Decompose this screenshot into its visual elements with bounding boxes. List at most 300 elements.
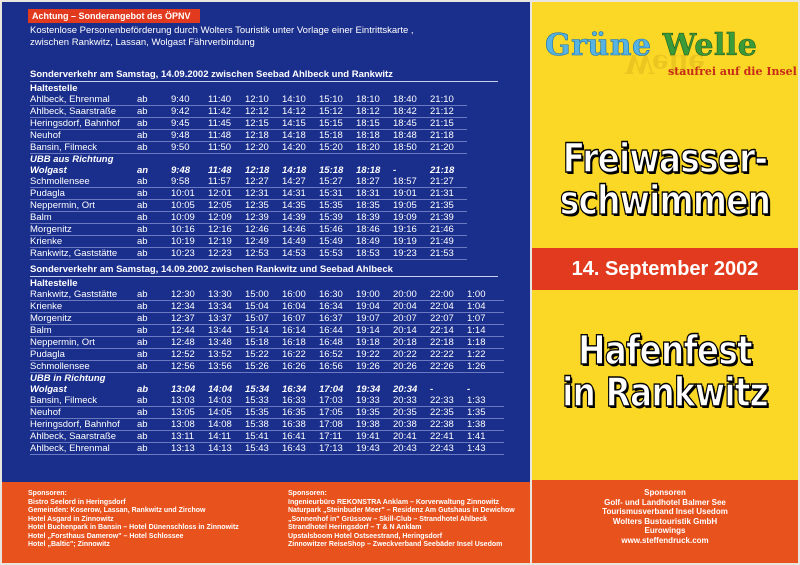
departure-time: 14:10 [282,94,319,106]
departure-time: 12:37 [171,313,208,325]
departure-time: 14:04 [208,384,233,396]
departure-time: 13:56 [208,361,245,373]
departure-time: 15:35 [319,200,356,212]
departure-time: 12:05 [208,200,245,212]
departure-time: 1:04 [467,301,504,313]
brand-tagline: staufrei auf die Insel [668,65,797,78]
subheading: UBB in Richtung [30,373,106,385]
direction: ab [137,289,171,301]
departure-time: 16:35 [282,407,319,419]
departure-time: 1:35 [467,407,504,419]
departure-time: 13:13 [171,443,208,455]
departure-time: 14:31 [282,188,319,200]
divider [30,276,498,277]
direction: ab [137,142,171,154]
departure-time: 16:34 [282,384,307,396]
departure-time: 14:18 [282,165,307,177]
departure-time: 12:49 [245,236,282,248]
table-row [30,407,504,419]
direction: ab [137,349,171,361]
departure-time: 15:26 [245,361,282,373]
departure-time: 19:09 [393,212,430,224]
notice-line: zwischen Rankwitz, Lassan, Wolgast Fährverbindung [30,37,255,48]
departure-time: 14:35 [282,200,319,212]
departure-time: 19:16 [393,224,430,236]
departure-time: 17:08 [319,419,356,431]
departure-time: 14:13 [208,443,245,455]
departure-time: 21:15 [430,118,467,130]
departure-time: 19:23 [393,248,430,260]
stop-name: Schmollensee [30,176,137,188]
departure-time: 16:43 [282,443,319,455]
stop-name: Neppermin, Ort [30,337,137,349]
departure-time: 19:35 [356,407,393,419]
direction: ab [137,212,171,224]
sponsor-list-1 [28,490,239,550]
departure-time: - [393,165,397,177]
departure-time: 12:46 [245,224,282,236]
departure-time: 21:53 [430,248,467,260]
departure-time: 13:48 [208,337,245,349]
table-row [30,200,467,212]
departure-time: 15:00 [245,289,282,301]
departure-time: 12:18 [245,130,282,142]
departure-time: 18:10 [356,94,393,106]
direction: ab [137,130,171,142]
departure-time: 19:41 [356,431,393,443]
departure-time: 10:01 [171,188,208,200]
departure-time: 14:15 [282,118,319,130]
departure-time: 22:18 [430,337,467,349]
departure-time: 21:27 [430,176,467,188]
departure-time: 12:52 [171,349,208,361]
table-row [30,142,467,154]
timetable2 [30,278,504,455]
departure-time: 11:42 [208,106,245,118]
timetable2-title: Sonderverkehr am Samstag, 14.09.2002 zwischen Rankwitz und Seebad Ahlbeck [30,264,393,275]
table-row [30,337,504,349]
departure-time: 20:38 [393,419,430,431]
notice-tag: Achtung – Sonderangebot des ÖPNV [28,9,200,23]
table-row [30,289,504,301]
departure-time: 20:35 [393,407,430,419]
departure-time: 19:22 [356,349,393,361]
departure-time: 15:15 [319,118,356,130]
departure-time: 17:04 [319,384,344,396]
departure-time: 15:10 [319,94,356,106]
departure-time: 15:39 [319,212,356,224]
stop-name: Bansin, Filmeck [30,142,137,154]
departure-time: 20:04 [393,301,430,313]
table-row [30,176,467,188]
departure-time: 18:49 [356,236,393,248]
departure-time: 21:49 [430,236,467,248]
logo-reflection: Welle [625,48,705,78]
departure-time: 15:46 [319,224,356,236]
departure-time: 18:50 [393,142,430,154]
stop-name: Krienke [30,236,137,248]
event1-line: Freiwasser- [562,136,768,182]
departure-time: 15:31 [319,188,356,200]
departure-time: 18:35 [356,200,393,212]
departure-time: 16:48 [319,337,356,349]
departure-time: 12:27 [245,176,282,188]
departure-time: 14:53 [282,248,319,260]
timetable1-title: Sonderverkehr am Samstag, 14.09.2002 zwischen Seebad Ahlbeck und Rankwitz [30,69,393,80]
departure-time: 22:07 [430,313,467,325]
departure-time: 10:05 [171,200,208,212]
direction: ab [137,106,171,118]
event-date: 14. September 2002 [532,248,798,290]
direction: ab [137,176,171,188]
departure-time: 13:34 [208,301,245,313]
departure-time: 12:31 [245,188,282,200]
departure-time: 22:33 [430,395,467,407]
departure-time: 19:07 [356,313,393,325]
departure-time: 11:45 [208,118,245,130]
departure-time: 15:12 [319,106,356,118]
departure-time: 18:31 [356,188,393,200]
departure-time: 9:48 [171,130,208,142]
subheading-row [30,154,467,166]
departure-time: 12:20 [245,142,282,154]
table-row [30,212,467,224]
sponsor-list-2 [288,490,515,550]
departure-time: 21:39 [430,212,467,224]
departure-time: 20:41 [393,431,430,443]
direction: ab [137,395,171,407]
departure-time: 1:43 [467,443,504,455]
departure-time: 1:00 [467,289,504,301]
sponsor-line: Golf- und Landhotel Balmer See [604,497,726,507]
notice-line: Kostenlose Personenbeförderung durch Wolters Touristik unter Vorlage einer Eintrittskarte , [30,25,414,36]
departure-time: 18:18 [356,165,381,177]
stop-name: Bansin, Filmeck [30,395,137,407]
departure-time: 14:49 [282,236,319,248]
departure-time: 15:07 [245,313,282,325]
departure-time: 21:46 [430,224,467,236]
departure-time: 16:52 [319,349,356,361]
table-row-highlight [30,165,467,176]
departure-time: 22:14 [430,325,467,337]
stop-name: Ahlbeck, Saarstraße [30,431,137,443]
departure-time: 11:50 [208,142,245,154]
column-header: Haltestelle [30,83,78,95]
departure-time: 20:34 [393,384,418,396]
table-row [30,248,467,260]
departure-time: 9:42 [171,106,208,118]
departure-time: 18:40 [393,94,430,106]
sponsor-line: Upstalsboom Hotel Ostseestrand, Heringsdorf [288,532,443,540]
departure-time: 1:14 [467,325,504,337]
departure-time: 13:37 [208,313,245,325]
departure-time: 18:42 [393,106,430,118]
departure-time: 12:09 [208,212,245,224]
departure-time: 19:04 [356,301,393,313]
departure-time: - [430,384,434,396]
departure-time: 19:18 [356,337,393,349]
event1-line: schwimmen [559,178,771,224]
departure-time: 22:38 [430,419,467,431]
departure-time: 18:20 [356,142,393,154]
stop-name: Pudagla [30,188,137,200]
departure-time: 22:22 [430,349,467,361]
departure-time: 21:18 [430,130,467,142]
departure-time: 18:46 [356,224,393,236]
departure-time: 19:05 [393,200,430,212]
departure-time: 12:39 [245,212,282,224]
stop-name: Wolgast [30,165,67,177]
table-row [30,94,467,106]
departure-time: 11:57 [208,176,245,188]
departure-time: - [467,384,471,396]
departure-time: 12:19 [208,236,245,248]
departure-time: 11:40 [208,94,245,106]
departure-time: 9:50 [171,142,208,154]
departure-time: 19:26 [356,361,393,373]
direction: ab [137,188,171,200]
stop-name: Wolgast [30,384,67,396]
sponsor-line: Eurowings [644,526,686,535]
stop-name: Krienke [30,301,137,313]
table-row [30,224,467,236]
departure-time: 19:43 [356,443,393,455]
departure-time: 18:15 [356,118,393,130]
departure-time: 17:11 [319,431,356,443]
stop-name: Ahlbeck, Saarstraße [30,106,137,118]
departure-time: 15:18 [245,337,282,349]
table-row [30,313,504,325]
departure-time: 9:40 [171,94,208,106]
departure-time: 15:27 [319,176,356,188]
sponsor-line: Bistro Seelord in Heringsdorf [28,498,126,506]
direction: ab [137,301,171,313]
departure-time: 16:26 [282,361,319,373]
sponsor-line: Hotel „Baltic"; Zinnowitz [28,541,110,548]
departure-time: 16:34 [319,301,356,313]
departure-time: 22:43 [430,443,467,455]
departure-time: 15:18 [319,165,344,177]
sponsor-list-3 [560,488,770,545]
departure-time: 14:18 [282,130,319,142]
departure-time: 19:14 [356,325,393,337]
departure-time: 20:07 [393,313,430,325]
departure-time: 16:22 [282,349,319,361]
departure-time: 18:39 [356,212,393,224]
departure-time: 18:45 [393,118,430,130]
timetable1 [30,83,467,260]
departure-time: 15:22 [245,349,282,361]
direction: ab [137,118,171,130]
departure-time: 9:58 [171,176,208,188]
departure-time: 14:39 [282,212,319,224]
departure-time: 14:46 [282,224,319,236]
departure-time: 12:48 [171,337,208,349]
departure-time: 19:00 [356,289,393,301]
departure-time: 12:16 [208,224,245,236]
departure-time: 18:27 [356,176,393,188]
departure-time: 12:34 [171,301,208,313]
stop-name: Neuhof [30,130,137,142]
departure-time: 18:53 [356,248,393,260]
departure-time: 15:35 [245,407,282,419]
direction: ab [137,361,171,373]
departure-time: 16:38 [282,419,319,431]
sponsor-title: Sponsoren: [28,490,67,497]
departure-time: 9:45 [171,118,208,130]
departure-time: 15:20 [319,142,356,154]
table-row [30,236,467,248]
sponsor-line: Strandhotel Heringsdorf – T & N Anklam [288,524,422,531]
departure-time: 12:23 [208,248,245,260]
departure-time: 16:14 [282,325,319,337]
departure-time: 16:41 [282,431,319,443]
departure-time: 22:41 [430,431,467,443]
brand-word-1: Grüne [545,28,652,63]
departure-time: 13:03 [171,395,208,407]
direction: ab [137,248,171,260]
departure-time: 13:05 [171,407,208,419]
departure-time: 17:05 [319,407,356,419]
divider [30,81,498,82]
stop-name: Morgenitz [30,313,137,325]
stop-name: Morgenitz [30,224,137,236]
direction: ab [137,236,171,248]
event2-line: in Rankwitz [562,370,768,416]
departure-time: 1:38 [467,419,504,431]
departure-time: 12:56 [171,361,208,373]
departure-time: 22:35 [430,407,467,419]
departure-time: 12:44 [171,325,208,337]
sponsor-line: Ingenieurbüro REKONSTRA Anklam – Korverwaltung Zinnowitz [288,498,500,506]
departure-time: 16:37 [319,313,356,325]
stop-name: Rankwitz, Gaststätte [30,289,137,301]
departure-time: 21:12 [430,106,467,118]
departure-time: 14:11 [208,431,245,443]
direction: ab [137,224,171,236]
sponsor-title: Sponsoren: [288,490,327,497]
sponsor-line: Tourismusverband Insel Usedom [602,507,728,516]
departure-time: 15:33 [245,395,282,407]
departure-time: 19:19 [393,236,430,248]
departure-time: 21:20 [430,142,467,154]
departure-time: 13:04 [171,384,196,396]
departure-time: 11:48 [208,130,245,142]
departure-time: 12:35 [245,200,282,212]
departure-time: 21:18 [430,165,455,177]
departure-time: 14:12 [282,106,319,118]
departure-time: 20:18 [393,337,430,349]
departure-time: 19:01 [393,188,430,200]
table-row [30,395,504,407]
departure-time: 16:04 [282,301,319,313]
departure-time: 10:19 [171,236,208,248]
departure-time: 9:48 [171,165,191,177]
departure-time: 20:00 [393,289,430,301]
direction: ab [137,384,149,396]
departure-time: 12:53 [245,248,282,260]
departure-time: 15:34 [245,384,270,396]
stop-name: Schmollensee [30,361,137,373]
stop-name: Balm [30,212,137,224]
departure-time: 14:20 [282,142,319,154]
sponsor-line: Zinnowitzer ReiseShop – Zweckverband Seebäder Insel Usedom [288,541,503,548]
stop-name: Heringsdorf, Bahnhof [30,419,137,431]
direction: ab [137,200,171,212]
stop-name: Balm [30,325,137,337]
departure-time: 22:26 [430,361,467,373]
departure-time: 18:48 [393,130,430,142]
table-row [30,419,504,431]
column-header: Haltestelle [30,278,78,290]
departure-time: 20:43 [393,443,430,455]
stop-name: Ahlbeck, Ehrenmal [30,94,137,106]
brand-logo [545,28,757,63]
table-row [30,130,467,142]
departure-time: 20:33 [393,395,430,407]
direction: ab [137,325,171,337]
departure-time: 14:27 [282,176,319,188]
departure-time: 13:30 [208,289,245,301]
departure-time: 12:01 [208,188,245,200]
departure-time: 16:30 [319,289,356,301]
sponsor-line: Hotel Asgard in Zinnowitz [28,515,114,523]
event1-heading [556,138,774,222]
sponsor-line: Naturpark „Steinbuder Meer" – Residenz Am Gutshaus in Dewichow [288,507,515,514]
table-row [30,118,467,130]
departure-time: 21:31 [430,188,467,200]
departure-time: 12:30 [171,289,208,301]
departure-time: 16:44 [319,325,356,337]
direction: ab [137,419,171,431]
departure-time: 1:26 [467,361,504,373]
departure-time: 12:15 [245,118,282,130]
departure-time: 21:35 [430,200,467,212]
stop-name: Neppermin, Ort [30,200,137,212]
direction: an [137,165,149,177]
table-row [30,361,504,373]
subheading-row [30,373,504,385]
departure-time: 1:41 [467,431,504,443]
table-row [30,188,467,200]
stop-name: Rankwitz, Gaststätte [30,248,137,260]
departure-time: 12:18 [245,165,270,177]
sponsor-line: Gemeinden: Koserow, Lassan, Rankwitz und Zirchow [28,507,206,514]
departure-time: 20:22 [393,349,430,361]
sponsor-title: Sponsoren [644,488,686,497]
direction: ab [137,313,171,325]
departure-time: 15:14 [245,325,282,337]
departure-time: 15:43 [245,443,282,455]
departure-time: 1:33 [467,395,504,407]
direction: ab [137,431,171,443]
departure-time: 16:18 [282,337,319,349]
table-row-highlight [30,384,504,395]
table-row [30,106,467,118]
brand-word-2: Welle [662,28,758,63]
departure-time: 15:38 [245,419,282,431]
departure-time: 13:52 [208,349,245,361]
departure-time: 20:26 [393,361,430,373]
departure-time: 22:00 [430,289,467,301]
direction: ab [137,443,171,455]
table-row [30,443,504,455]
table-row [30,301,504,313]
departure-time: 13:08 [171,419,208,431]
departure-time: 1:07 [467,313,504,325]
departure-time: 15:53 [319,248,356,260]
stop-name: Neuhof [30,407,137,419]
